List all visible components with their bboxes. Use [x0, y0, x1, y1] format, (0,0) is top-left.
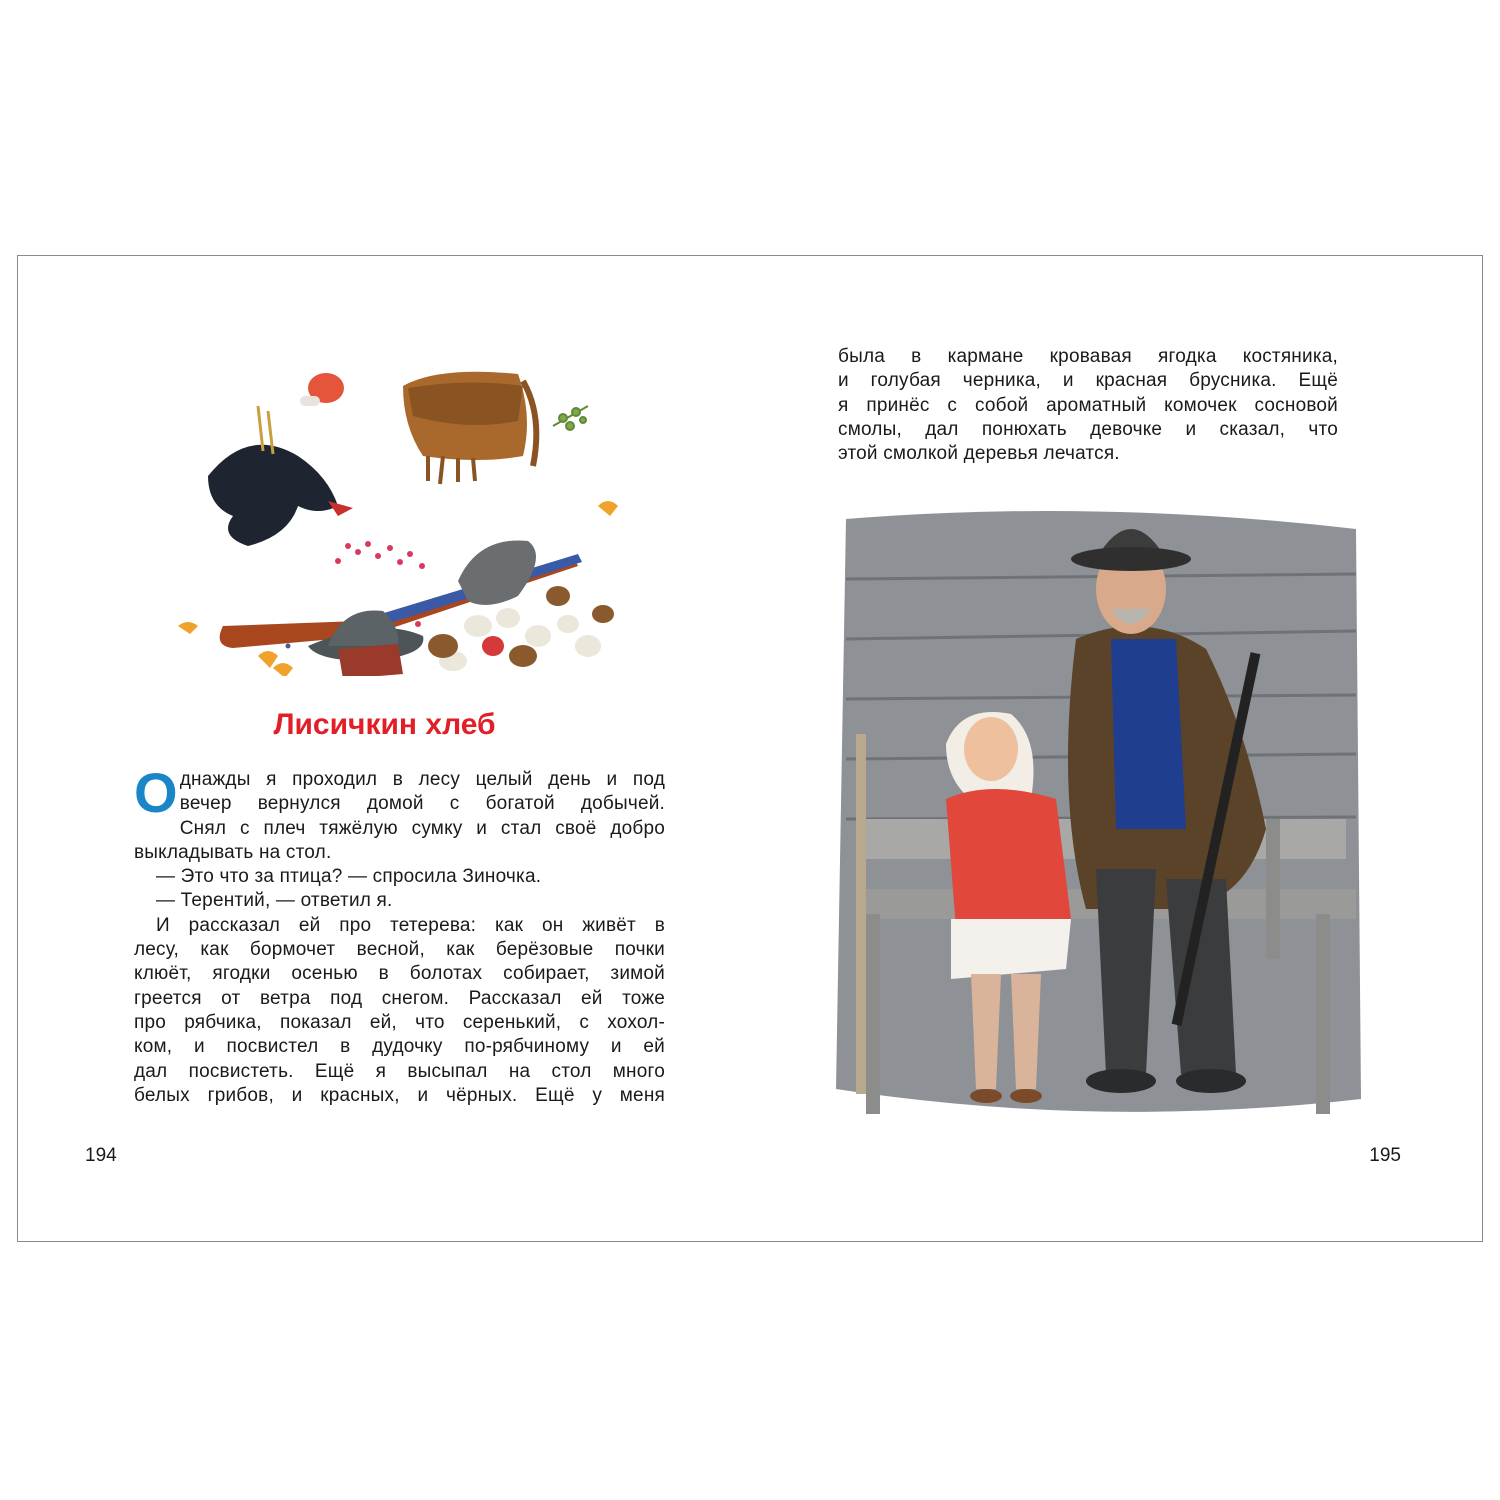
- text-line: белых грибов, и красных, и чёрных. Ещё у меня: [134, 1084, 665, 1106]
- text-line: я принёс с собой ароматный комочек сосновой: [838, 394, 1338, 416]
- text-line: и голубая черника, и красная брусника. Ещё: [838, 370, 1338, 392]
- text-line: греется от ветра под снегом. Рассказал ей тоже: [134, 987, 665, 1009]
- text-line: днажды я проходил в лесу целый день и под: [179, 769, 665, 790]
- left-page: [18, 256, 751, 1241]
- text-line: выкладывать на стол.: [134, 841, 332, 863]
- text-line: клюёт, ягодки осенью в болотах собирает, зимой: [134, 963, 665, 985]
- page-number-right: 195: [1369, 1145, 1401, 1166]
- book-spread: [17, 255, 1483, 1242]
- text-line: лесу, как бормочет весной, как берёзовые почки: [134, 939, 665, 961]
- text-line: была в кармане кровавая ягодка костяника,: [838, 346, 1338, 367]
- dialog-line: — Терентий, — ответил я.: [156, 890, 393, 912]
- chapter-title: Лисичкин хлеб: [273, 708, 496, 741]
- text-line: ком, и посвистел в дудочку по-рябчиному и ей: [134, 1036, 665, 1058]
- right-page: [751, 256, 1484, 1241]
- text-line: вечер вернулся домой с богатой добычей.: [179, 793, 665, 815]
- right-page-text: [838, 345, 1338, 466]
- text-line: смолы, дал понюхать девочке и сказал, что: [838, 418, 1338, 440]
- text-line: И рассказал ей про тетерева: как он живёт в: [156, 914, 665, 936]
- text-line: этой смолкой деревья лечатся.: [838, 443, 1120, 465]
- drop-cap: О: [134, 761, 178, 824]
- text-line: Снял с плеч тяжёлую сумку и стал своё добро: [179, 817, 665, 839]
- grandfather-and-girl-illustration: [826, 499, 1366, 1129]
- text-line: дал посвистеть. Ещё я высыпал на стол много: [134, 1060, 665, 1082]
- dialog-line: — Это что за птица? — спросила Зиночка.: [156, 866, 542, 888]
- text-line: про рябчика, показал ей, что серенький, с хохол-: [134, 1011, 665, 1033]
- page-number-left: 194: [85, 1145, 117, 1166]
- left-page-text: [134, 761, 665, 1108]
- hunting-spoils-illustration: [178, 356, 638, 676]
- first-paragraph: [134, 761, 665, 865]
